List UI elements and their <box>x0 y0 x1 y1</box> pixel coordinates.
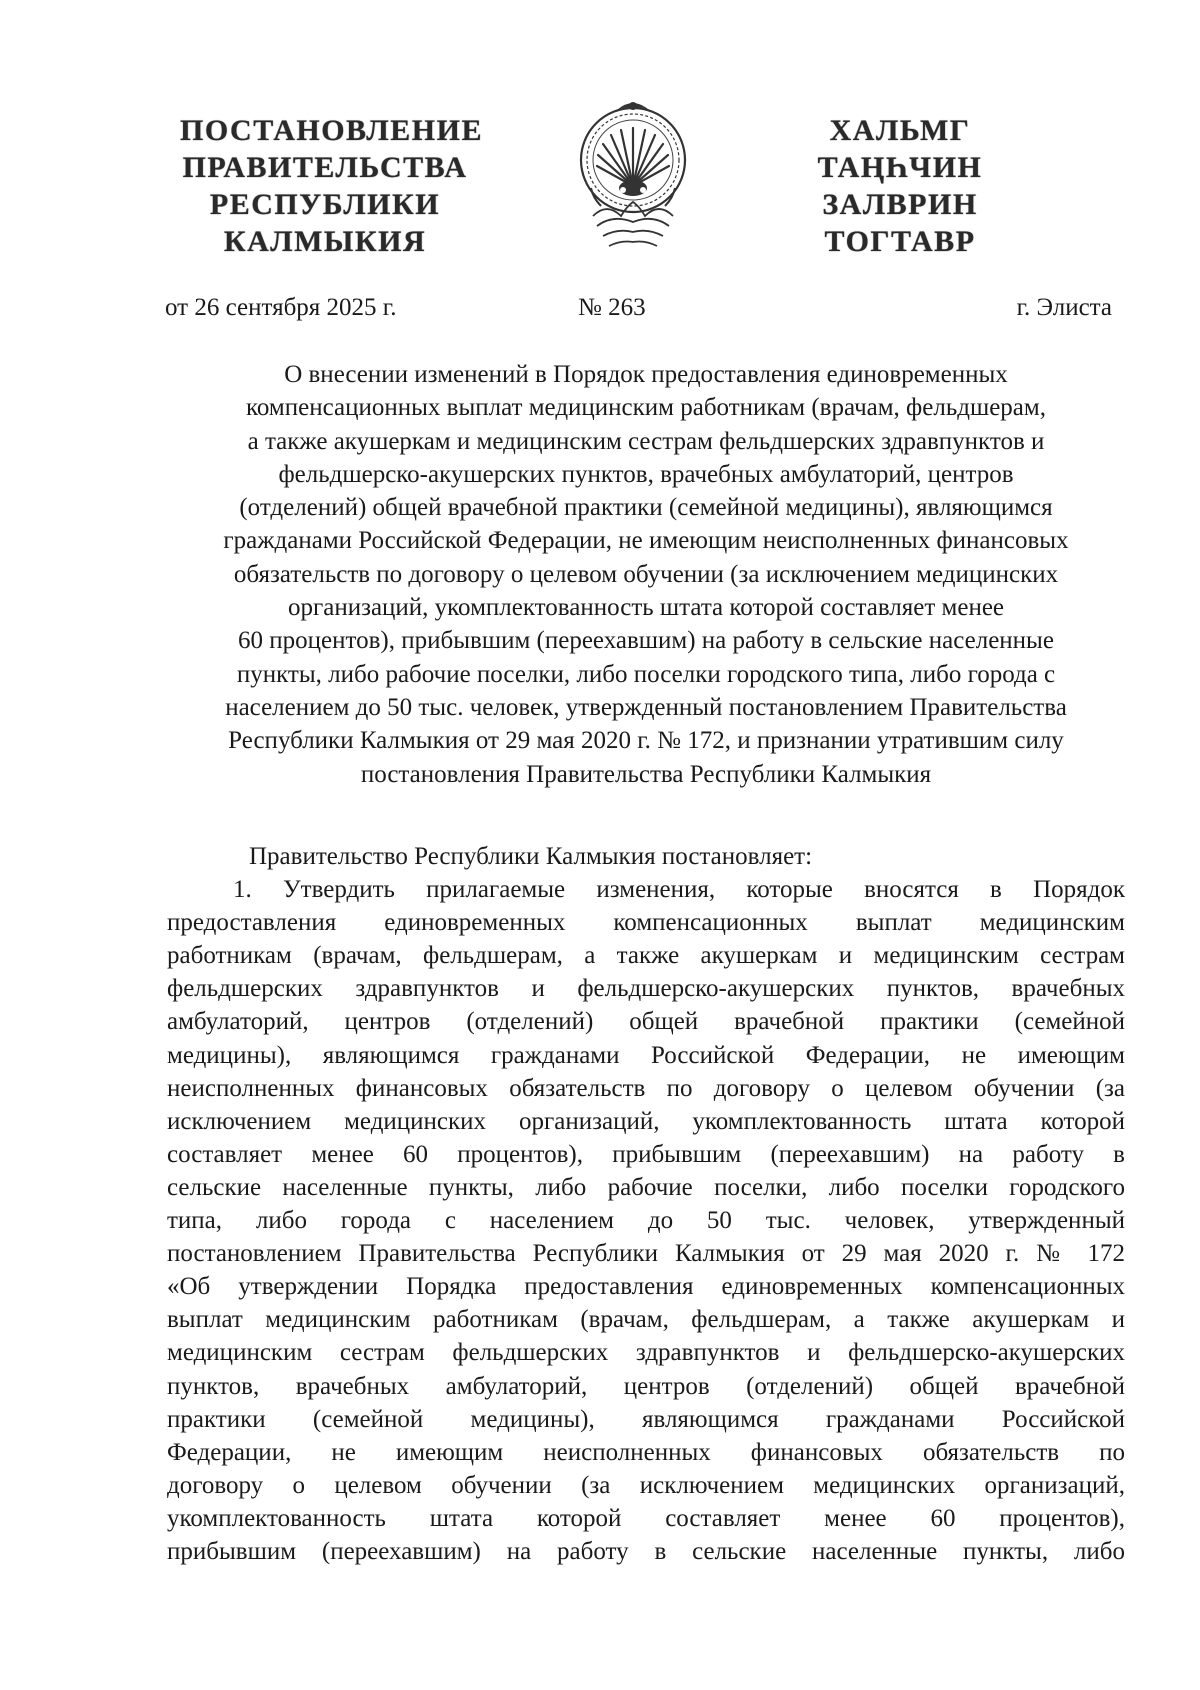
title-line: населением до 50 тыс. человек, утвержденный постановлением Правительства <box>225 693 1067 721</box>
header-right-line: ХАЛЬМГ <box>829 114 971 147</box>
title-line: обязательств по договору о целевом обучении (за исключением медицинских <box>233 560 1059 588</box>
title-line: 60 процентов), прибывшим (переехавшим) на работу в сельские населенные <box>238 627 1054 655</box>
title-line: пункты, либо рабочие поселки, либо поселки городского типа, либо города с <box>236 660 1056 688</box>
body-line: пунктов, врачебных амбулаторий, центров (отделений) общей врачебной <box>167 1372 1125 1400</box>
body-line: исключением медицинских организаций, укомплектованность штата которой <box>167 1107 1125 1135</box>
body-line: постановлением Правительства Республики Калмыкия от 29 мая 2020 г. № 172 <box>167 1240 1125 1268</box>
header-right-line: ТОГТАВР <box>824 225 976 258</box>
title-line: О внесении изменений в Порядок предоставления единовременных <box>284 361 1008 388</box>
header-right-line: ЗАЛВРИН <box>822 188 978 221</box>
title-line: (отделений) общей врачебной практики (семейной медицины), являющимся <box>239 494 1053 522</box>
header-left-line: КАЛМЫКИЯ <box>223 225 427 258</box>
document-body <box>167 840 1125 1568</box>
document-title <box>165 358 1127 791</box>
document-number: № 263 <box>578 294 646 321</box>
body-line: «Об утверждении Порядка предоставления единовременных компенсационных <box>167 1273 1125 1301</box>
header-left-line: ПРАВИТЕЛЬСТВА <box>182 151 468 184</box>
body-line: 1. Утвердить прилагаемые изменения, которые вносятся в Порядок <box>233 876 1125 904</box>
title-line: компенсационных выплат медицинским работникам (врачам, фельдшерам, <box>246 394 1046 422</box>
title-line: Республики Калмыкия от 29 мая 2020 г. № 172, и признании утратившим силу <box>228 727 1064 755</box>
body-line: выплат медицинским работникам (врачам, фельдшерам, а также акушеркам и <box>167 1306 1125 1334</box>
body-line: медицинским сестрам фельдшерских здравпунктов и фельдшерско-акушерских <box>167 1339 1125 1367</box>
body-line: прибывшим (переехавшим) на работу в сельские населенные пункты, либо <box>167 1537 1125 1565</box>
body-line: предоставления единовременных компенсационных выплат медицинским <box>167 909 1125 937</box>
body-line: амбулаторий, центров (отделений) общей врачебной практики (семейной <box>167 1008 1125 1036</box>
body-line: составляет менее 60 процентов), прибывшим (переехавшим) на работу в <box>167 1140 1125 1168</box>
body-line: фельдшерских здравпунктов и фельдшерско-акушерских пунктов, врачебных <box>167 975 1125 1003</box>
body-line: Федерации, не имеющим неисполненных финансовых обязательств по <box>167 1438 1125 1466</box>
preamble: Правительство Республики Калмыкия постановляет: <box>249 843 813 870</box>
header-right-kalmyk <box>795 112 1005 260</box>
body-line: укомплектованность штата которой составляет менее 60 процентов), <box>167 1504 1125 1532</box>
body-line: сельские населенные пункты, либо рабочие поселки, либо поселки городского <box>167 1173 1125 1201</box>
body-line: медицины), являющимся гражданами Российской Федерации, не имеющим <box>167 1041 1125 1069</box>
body-line: работникам (врачам, фельдшерам, а также акушеркам и медицинским сестрам <box>167 942 1125 970</box>
body-line: договору о целевом обучении (за исключением медицинских организаций, <box>167 1471 1125 1499</box>
title-line: гражданами Российской Федерации, не имеющим неисполненных финансовых <box>223 527 1069 555</box>
body-line: практики (семейной медицины), являющимся гражданами Российской <box>167 1405 1125 1433</box>
document-date: от 26 сентября 2025 г. <box>165 294 397 321</box>
coat-of-arms-icon <box>573 98 693 258</box>
title-line: фельдшерско-акушерских пунктов, врачебных амбулаторий, центров <box>278 460 1014 488</box>
header-left-line: РЕСПУБЛИКИ <box>209 188 441 221</box>
header-right-line: ТАҢҺЧИН <box>817 151 983 184</box>
header-left-line: ПОСТАНОВЛЕНИЕ <box>180 114 483 147</box>
title-line: постановления Правительства Республики Калмыкия <box>360 760 932 788</box>
title-line: а также акушеркам и медицинским сестрам фельдшерских здравпунктов и <box>247 427 1045 455</box>
title-line: организаций, укомплектованность штата которой составляет менее <box>287 594 1005 622</box>
header-left-russian <box>180 112 483 260</box>
document-place: г. Элиста <box>1016 294 1112 321</box>
body-line: типа, либо города с населением до 50 тыс. человек, утвержденный <box>167 1207 1125 1235</box>
body-line: неисполненных финансовых обязательств по договору о целевом обучении (за <box>167 1074 1125 1102</box>
